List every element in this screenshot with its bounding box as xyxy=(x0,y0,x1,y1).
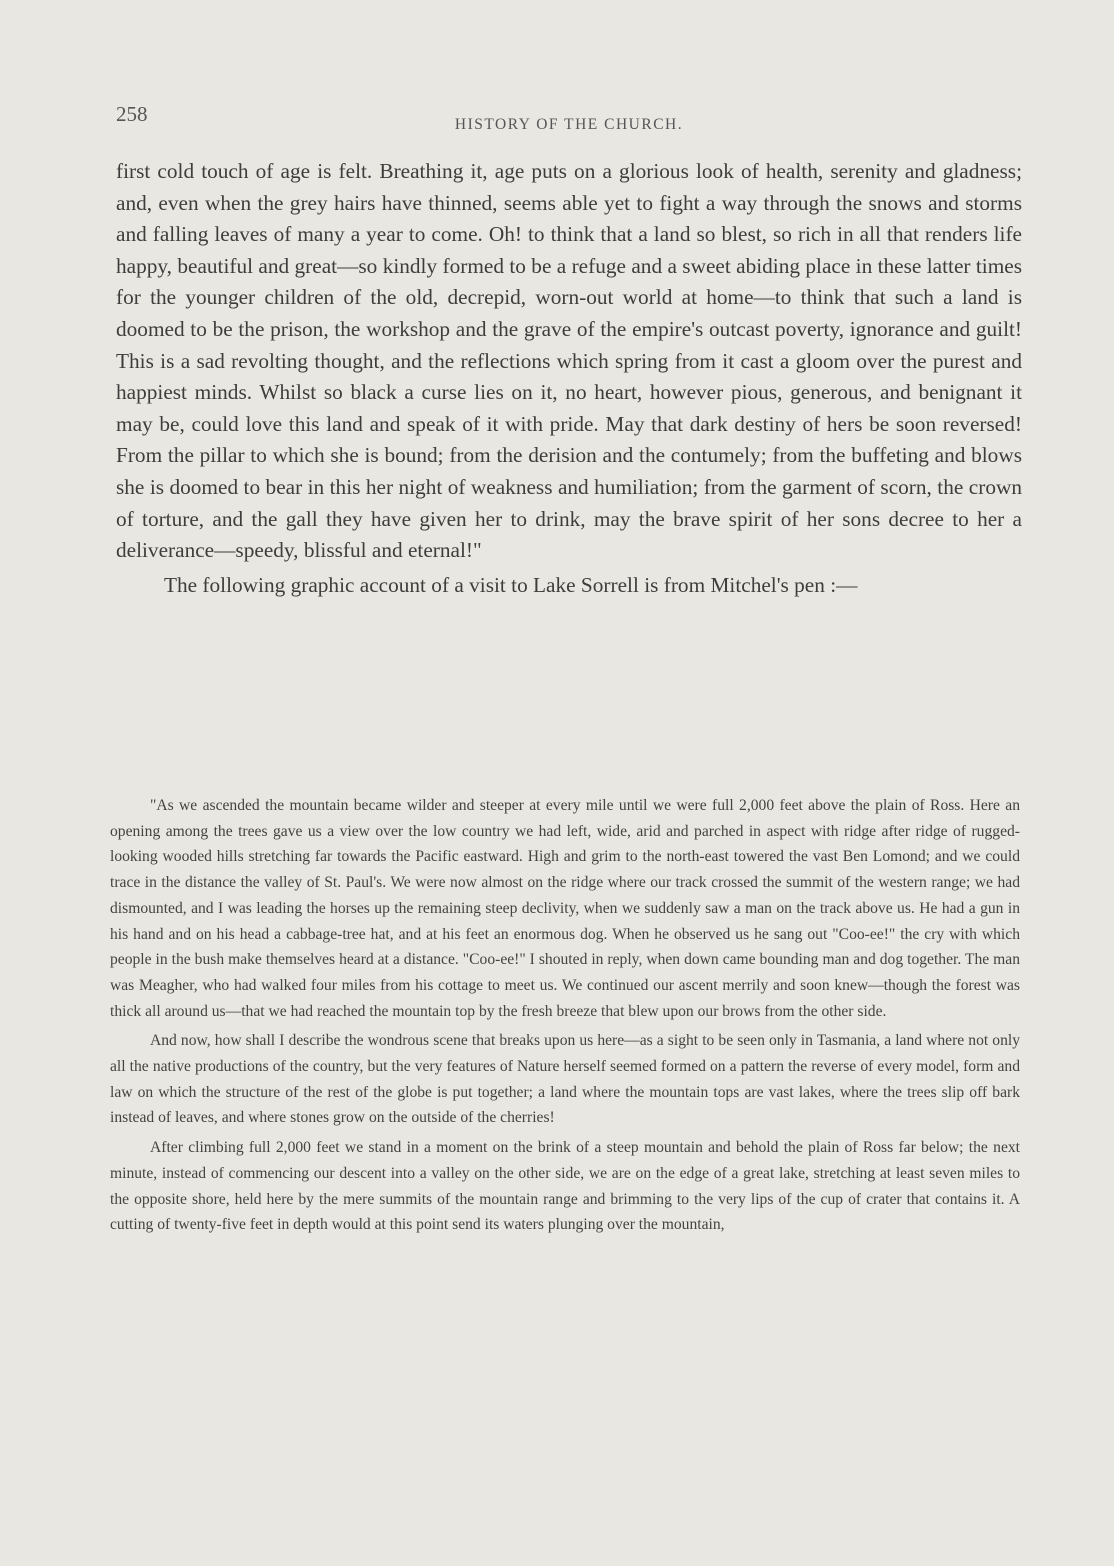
page-header xyxy=(116,102,1022,132)
quote-paragraph-1: "As we ascended the mountain became wilder and steeper at every mile until we were full 2,000 feet above the plain of Ross. Here an opening among the trees gave us a view over the low country we had left, wide, arid and parched in aspect with ridge after ridge of rugged-looking wooded hills stretching far towards the Pacific eastward. High and grim to the north-east towered the vast Ben Lomond; and we could trace in the distance the valley of St. Paul's. We were now almost on the ridge where our track crossed the summit of the western range; we had dismounted, and I was leading the horses up the remaining steep declivity, when we suddenly saw a man on the track above us. He had a gun in his hand and on his head a cabbage-tree hat, and at his feet an enormous dog. When he observed us he sang out "Coo-ee!" the cry with which people in the bush make themselves heard at a distance. "Coo-ee!" I shouted in reply, when down came bounding man and dog together. The man was Meagher, who had walked four miles from his cottage to meet us. We continued our ascent merrily and soon knew—though the forest was thick all around us—that we had reached the mountain top by the fresh breeze that blew upon our brows from the other side. xyxy=(110,797,1020,1020)
main-text xyxy=(116,156,1022,601)
block-quote xyxy=(110,793,1020,1242)
body-paragraph-2: The following graphic account of a visit to Lake Sorrell is from Mitchel's pen :— xyxy=(164,572,858,597)
quote-paragraph-2: And now, how shall I describe the wondrous scene that breaks upon us here—as a sight to be seen only in Tasmania, a land where not only all the native productions of the country, but the very features of Nature herself seemed formed on a pattern the reverse of every model, form and law on which the structure of the rest of the globe is put together; a land where the mountain tops are vast lakes, where the trees slip off bark instead of leaves, and where stones grow on the outside of the cherries! xyxy=(110,1032,1020,1127)
page-number: 258 xyxy=(116,102,148,126)
body-paragraph-1: first cold touch of age is felt. Breathing it, age puts on a glorious look of health, serenity and gladness; and, even when the grey hairs have thinned, seems able yet to fight a way through the snows and storms and falling leaves of many a year to come. Oh! to think that a land so blest, so rich in all that renders life happy, beautiful and great—so kindly formed to be a refuge and a sweet abiding place in these latter times for the younger children of the old, decrepid, worn-out world at home—to think that such a land is doomed to be the prison, the workshop and the grave of the empire's outcast poverty, ignorance and guilt! This is a sad revolting thought, and the reflections which spring from it cast a gloom over the purest and happiest minds. Whilst so black a curse lies on it, no heart, however pious, generous, and benignant it may be, could love this land and speak of it with pride. May that dark destiny of hers be soon reversed! From the pillar to which she is bound; from the derision and the contumely; from the buffeting and blows she is doomed to bear in this her night of weakness and humiliation; from the garment of scorn, the crown of torture, and the gall they have given her to drink, may the brave spirit of her sons decree to her a deliverance—speedy, blissful and eternal!" xyxy=(116,159,1022,563)
quote-paragraph-3: After climbing full 2,000 feet we stand in a moment on the brink of a steep mountain and behold the plain of Ross far below; the next minute, instead of commencing our descent into a valley on the other side, we are on the edge of a great lake, stretching at least seven miles to the opposite shore, held here by the mere summits of the mountain range and brimming to the very lips of the cup of crater that contains it. A cutting of twenty-five feet in depth would at this point send its waters plunging over the mountain, xyxy=(110,1139,1020,1234)
running-title: HISTORY OF THE CHURCH. xyxy=(454,116,684,133)
